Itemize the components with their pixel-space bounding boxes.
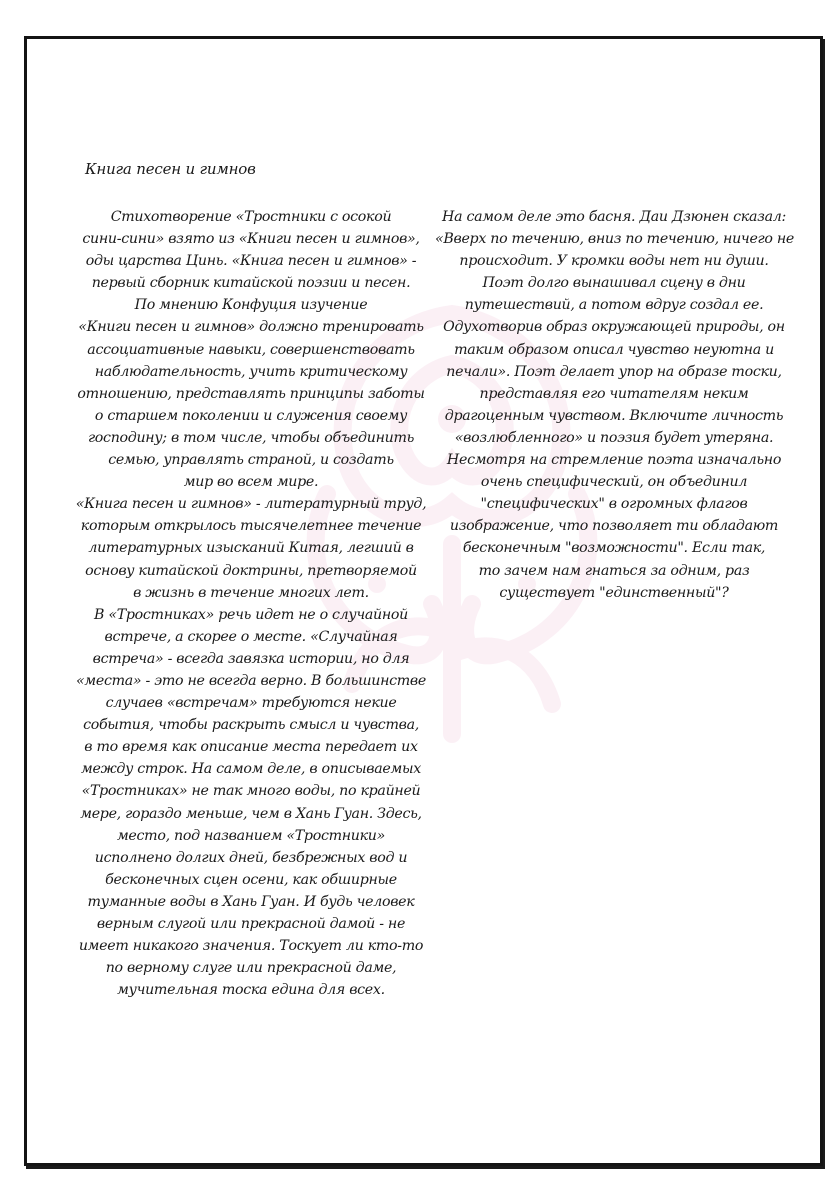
text-line: место, под названием «Тростники» (116, 827, 386, 844)
text-line: На самом деле это басня. Даи Дзюнен сказал: (442, 209, 786, 225)
text-line: «Вверх по течению, вниз по течению, ничего не (435, 231, 795, 248)
text-line: первый сборник китайской поэзии и песен. (91, 275, 411, 292)
text-line: наблюдательность, учить критическому (94, 363, 408, 380)
text-line: По мнению Конфуция изучение (134, 297, 368, 314)
text-line: имеет никакого значения. Тоскует ли кто-то (78, 938, 424, 955)
text-line: в то время как описание места передает их (84, 739, 418, 756)
text-line: в жизнь в течение многих лет. (133, 584, 369, 601)
page-title: Книга песен и гимнов (85, 160, 256, 178)
text-line: о старшем поколении и служения своему (94, 407, 408, 424)
right-text-column (435, 206, 793, 604)
text-line: между строк. На самом деле, в описываемых (81, 761, 421, 778)
text-line: сини-сини» взято из «Книги песен и гимнов», (82, 231, 420, 248)
text-line: оды царства Цинь. «Книга песен и гимнов» - (85, 253, 417, 270)
text-line: литературных изысканий Китая, легший в (88, 540, 414, 557)
text-line: основу китайской доктрины, претворяемой (85, 562, 417, 579)
text-line: представляя его читателям неким (479, 385, 749, 402)
text-line: существует "единственный"? (499, 584, 729, 601)
text-line: «места» - это не всегда верно. В большинстве (76, 672, 426, 689)
text-line: ассоциативные навыки, совершенствовать (87, 341, 415, 358)
text-line: исполнено долгих дней, безбрежных вод и (94, 849, 408, 866)
text-line: Поэт долго вынашивал сцену в дни (482, 275, 746, 292)
text-line: верным слугой или прекрасной дамой - не (96, 916, 406, 932)
text-line: «Книга песен и гимнов» - литературный труд, (75, 496, 427, 513)
text-line: которым открылось тысячелетнее течение (80, 518, 422, 535)
text-line: очень специфический, он объединил (480, 474, 748, 491)
text-line: бесконечных сцен осени, как обширные (105, 871, 397, 888)
text-line: "специфических" в огромных флагов (480, 496, 748, 513)
text-line: изображение, что позволяет ти обладают (449, 518, 779, 535)
text-line: «возлюбленного» и поэзия будет утеряна. (454, 429, 774, 446)
text-line: таким образом описал чувство неуютна и (454, 341, 774, 358)
text-line: по верному слуге или прекрасной даме, (105, 960, 397, 977)
text-line: путешествий, а потом вдруг создал ее. (464, 297, 764, 314)
left-text-column (71, 206, 431, 1001)
text-line: происходит. У кромки воды нет ни души. (459, 253, 769, 270)
text-line: господину; в том числе, чтобы объединить (87, 429, 415, 446)
text-line: встреча» - всегда завязка истории, но для (92, 650, 410, 667)
text-line: бесконечным "возможности". Если так, (462, 540, 766, 557)
text-line: мир во всем мире. (183, 474, 319, 491)
text-line: печали». Поэт делает упор на образе тоски, (446, 363, 782, 380)
text-line: то зачем нам гнаться за одним, раз (478, 562, 750, 579)
text-line: Стихотворение «Тростники с осокой (110, 209, 392, 225)
text-line: отношению, представлять принципы заботы (77, 385, 425, 402)
text-line: Несмотря на стремление поэта изначально (446, 452, 782, 469)
page-frame (24, 36, 823, 1166)
text-line: события, чтобы раскрыть смысл и чувства, (83, 717, 419, 734)
text-line: встрече, а скорее о месте. «Случайная (104, 628, 398, 645)
text-line: «Тростниках» не так много воды, по крайней (81, 783, 421, 800)
text-line: В «Тростниках» речь идет не о случайной (94, 606, 408, 623)
text-line: туманные воды в Хань Гуан. И будь человек (87, 893, 415, 910)
text-line: случаев «встречам» требуются некие (105, 695, 397, 712)
text-line: Одухотворив образ окружающей природы, он (443, 319, 785, 336)
text-line: драгоценным чувством. Включите личность (444, 407, 784, 424)
text-line: мере, гораздо меньше, чем в Хань Гуан. Здесь, (80, 805, 422, 822)
text-line: семью, управлять страной, и создать (108, 452, 394, 469)
text-line: «Книги песен и гимнов» должно тренировать (78, 319, 424, 336)
text-line: мучительная тоска едина для всех. (117, 982, 385, 999)
